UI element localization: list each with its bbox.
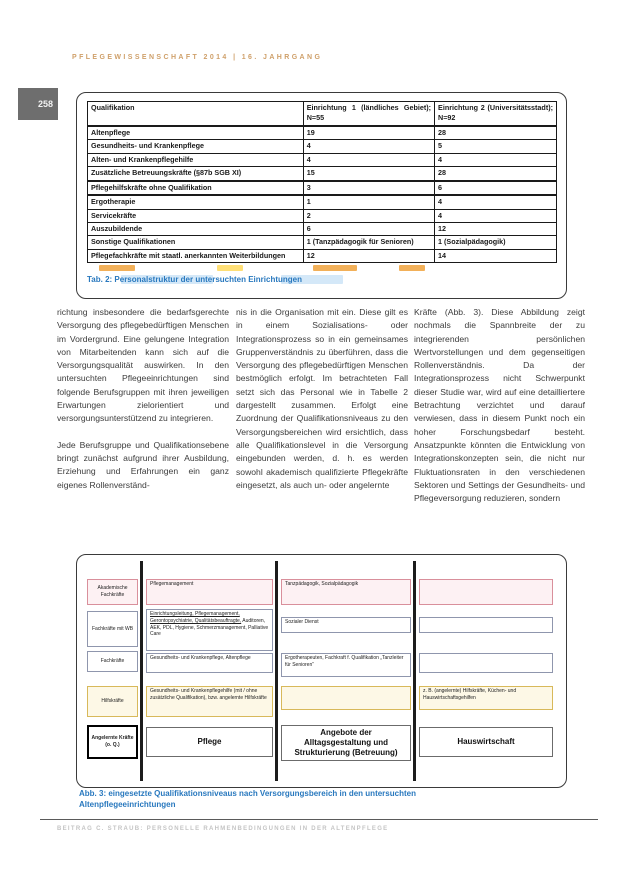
cell-fachkraft-hauswirtschaft	[419, 653, 553, 673]
body-column-1	[57, 306, 229, 505]
cell-label: Pflegefachkräfte mit staatl. anerkannten Weiterbildungen	[88, 249, 304, 262]
cell-fachkraft-pflege: Gesundheits- und Krankenpflege, Altenpflege	[146, 653, 273, 673]
col-header-qualifikation: Qualifikation	[88, 102, 304, 126]
row-label-fachkraefte: Fachkräfte	[87, 651, 138, 672]
cell-value: 1 (Tanzpädagogik für Senioren)	[303, 236, 434, 249]
cell-value: 2	[303, 209, 434, 222]
cell-wb-hauswirtschaft	[419, 617, 553, 633]
table-row	[88, 236, 557, 249]
cell-value: 4	[303, 140, 434, 153]
table-row	[88, 195, 557, 209]
cell-label: Auszubildende	[88, 222, 304, 235]
cell-value: 19	[303, 126, 434, 140]
cell-value: 4	[435, 209, 557, 222]
cell-fachkraft-betreuung: Ergotherapeuten, Fachkraft f. Qualifikation „Tanzleiter für Senioren“	[281, 653, 411, 677]
highlight-mark	[99, 265, 135, 271]
page-number-badge	[18, 88, 58, 120]
cell-akademisch-pflege: Pflegemanagement	[146, 579, 273, 605]
cell-akademisch-hauswirtschaft	[419, 579, 553, 605]
cell-label: Alten- und Krankenpflegehilfe	[88, 153, 304, 166]
row-label-fachkraefte-mit-wb: Fachkräfte mit WB	[87, 611, 138, 647]
row-label-hilfskraefte: Hilfskräfte	[87, 686, 138, 717]
col-header-einrichtung1: Einrichtung 1 (ländliches Gebiet); N=55	[303, 102, 434, 126]
col-header-einrichtung2: Einrichtung 2 (Universitätsstadt); N=92	[435, 102, 557, 126]
cell-label: Zusätzliche Betreuungskräfte (§87b SGB XI)	[88, 167, 304, 181]
cell-value: 3	[303, 181, 434, 195]
figure-divider-line	[140, 561, 143, 781]
cell-wb-pflege-rest: Auditoren, AEK, PDL, Hygiene, Schmerzmanagement, Palliative Care	[150, 617, 269, 638]
table-row	[88, 222, 557, 235]
cell-wb-betreuung: Sozialer Dienst	[281, 617, 411, 633]
cell-label: Pflegehilfskräfte ohne Qualifikation	[88, 181, 304, 195]
figure-caption: Abb. 3: eingesetzte Qualifikationsniveaus nach Versorgungsbereich in den untersuchten Altenpflegeeinrichtungen	[79, 789, 416, 809]
page-number: 258	[37, 99, 53, 109]
highlight-mark	[217, 265, 243, 271]
table-caption: Tab. 2: Personalstruktur der untersuchten Einrichtungen	[87, 275, 302, 284]
highlight-mark	[399, 265, 425, 271]
row-label-akademische-fachkraefte: Akademische Fachkräfte	[87, 579, 138, 605]
paragraph: nis in die Organisation mit ein. Diese gilt es in einem Sozialisations- oder Integrationsprozess so in ein gemeinsames Gruppenverständnis zu überführen, dass die Versorgung des pflegebedürftigen Menschen bestmöglich erfolgt. Im betrachteten Fall setzt sich das Personal wie in Tabelle 2 dargestellt zusammen. Erfolgt eine Zuordnung der Qualifikationsniveaus zu den Versorgungsbereichen wird ersichtlich, dass alle Qualifikationslevel in die Versorgung eingebunden werden, d. h. es werden sowohl akademisch qualifizierte Pflegekräfte eingesetzt, als auch un- oder angelernte	[236, 307, 408, 490]
cell-label: Ergotherapie	[88, 195, 304, 209]
table-panel	[76, 92, 567, 299]
column-label-pflege: Pflege	[146, 727, 273, 757]
cell-value: 12	[303, 249, 434, 262]
highlight-mark	[313, 265, 357, 271]
paragraph: Kräfte (Abb. 3). Diese Abbildung zeigt nochmals die Spannbreite der zu integrierenden persönlichen Wertvorstellungen und dem gegenseitigen Rollenverständnis. Da der Integrationsprozess nicht Schwerpunkt dieser Studie war, wird auf eine detailliertere Betrachtung verzichtet und darauf verwiesen, dass in diesem Punkt noch ein hoher Forschungsbedarf besteht. Ansatzpunkte könnten die Entwicklung von Integrationskonzepten sein, die nicht nur Fluktuationsraten in den verschiedenen Sektoren und Settings der Gesundheits- und Pflegeversorgung reduzieren, sondern	[414, 307, 585, 504]
cell-value: 15	[303, 167, 434, 181]
cell-label: Altenpflege	[88, 126, 304, 140]
footer-divider	[40, 819, 598, 820]
journal-header: PFLEGEWISSENSCHAFT 2014 | 16. JAHRGANG	[72, 54, 323, 61]
table-row	[88, 153, 557, 166]
cell-value: 6	[435, 181, 557, 195]
figure-panel	[76, 554, 567, 788]
cell-value: 4	[303, 153, 434, 166]
cell-value: 14	[435, 249, 557, 262]
cell-value: 5	[435, 140, 557, 153]
figure-divider-line	[275, 561, 278, 781]
body-column-3	[414, 306, 585, 518]
body-column-2	[236, 306, 408, 505]
cell-value: 1 (Sozialpädagogik)	[435, 236, 557, 249]
cell-value: 28	[435, 167, 557, 181]
row-label-angelernte-kraefte: Angelernte Kräfte (o. Q.)	[87, 725, 138, 759]
cell-value: 4	[435, 153, 557, 166]
cell-value: 4	[435, 195, 557, 209]
table-row	[88, 181, 557, 195]
paragraph: Jede Berufsgruppe und Qualifikationsebene bringt zunächst aufgrund ihrer Ausbildung, Erziehung und Erfahrungen ein ganz eigenes Rollenverständ-	[57, 439, 229, 490]
table-row	[88, 249, 557, 262]
figure-divider-line	[413, 561, 416, 781]
cell-hilfskraft-pflege: Gesundheits- und Krankenpflegehilfe (mit / ohne zusätzliche Qualifikation), bzw. angelernte Hilfskräfte	[146, 686, 273, 717]
cell-label: Servicekräfte	[88, 209, 304, 222]
cell-value: 12	[435, 222, 557, 235]
cell-hilfskraft-hauswirtschaft: z. B. (angelernte) Hilfskräfte, Küchen- und Hauswirtschaftsgehilfen	[419, 686, 553, 710]
cell-label: Gesundheits- und Krankenpflege	[88, 140, 304, 153]
cell-hilfskraft-betreuung	[281, 686, 411, 710]
table-header-row	[88, 102, 557, 126]
cell-wb-pflege	[146, 609, 273, 651]
cell-value: 28	[435, 126, 557, 140]
paragraph: richtung insbesondere die bedarfsgerechte Versorgung des pflegebedürftigen Menschen im Vordergrund. Eine gelungene Integration von Mitarbeitenden kann sich auf die Versorgungsqualität auswirken. In den untersuchten Pflegeeinrichtungen sind folgende Berufsgruppen mit ihren jeweiligen Erwartungen zielorientiert und versorgungsunterstützend zu integrieren.	[57, 307, 229, 424]
column-label-betreuung: Angebote der Alltagsgestaltung und Strukturierung (Betreuung)	[281, 725, 411, 761]
table-row	[88, 209, 557, 222]
page-footer: BEITRAG C. STRAUB: PERSONELLE RAHMENBEDINGUNGEN IN DER ALTENPFLEGE	[57, 826, 389, 832]
table-row	[88, 167, 557, 181]
cell-akademisch-betreuung: Tanzpädagogik, Sozialpädagogik	[281, 579, 411, 605]
column-label-hauswirtschaft: Hauswirtschaft	[419, 727, 553, 757]
cell-value: 1	[303, 195, 434, 209]
table-row	[88, 140, 557, 153]
cell-label: Sonstige Qualifikationen	[88, 236, 304, 249]
cell-wb-pflege-underlined: Einrichtungsleitung, Pflegemanagement, Gerontopsychiatrie, Qualitätsbeauftragte,	[150, 611, 242, 624]
table-row	[88, 126, 557, 140]
personnel-table	[87, 101, 557, 263]
cell-value: 6	[303, 222, 434, 235]
